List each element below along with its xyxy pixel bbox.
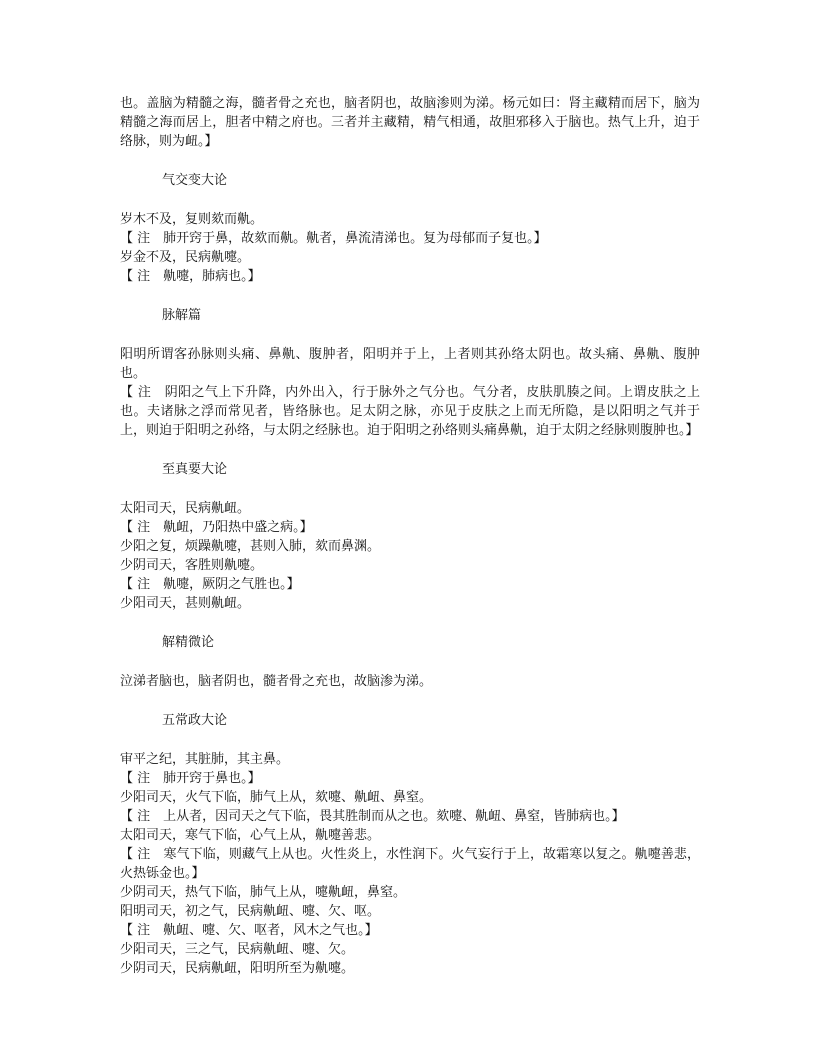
annotation: 【 注 鼽嚏，肺病也。】	[120, 269, 261, 284]
paragraph: 也。盖脑为精髓之海，髓者骨之充也，脑者阴也，故脑渗则为涕。杨元如曰：肾主藏精而居下，脑为精髓之海而居上，胆者中精之府也。三者并主藏精，精气相通，故胆邪移入于脑也。热气上升，迫于络脉，则为衄。】	[120, 96, 700, 149]
paragraph: 少阳之复，烦躁鼽嚏，甚则入肺，欬而鼻渊。	[120, 539, 381, 554]
document-body	[120, 94, 700, 978]
paragraph: 太阳司天，民病鼽衄。	[120, 501, 251, 516]
section-heading: 脉解篇	[162, 308, 202, 323]
paragraph: 少阳司天，三之气，民病鼽衄、嚏、欠。	[120, 942, 355, 957]
annotation: 【 注 上从者，因司天之气下临，畏其胜制而从之也。欬嚏、鼽衄、鼻窒，皆肺病也。】	[120, 809, 625, 824]
paragraph: 少阳司天，火气下临，肺气上从，欬嚏、鼽衄、鼻窒。	[120, 790, 433, 805]
annotation: 【 注 鼽衄、嚏、欠、呕者，风木之气也。】	[120, 923, 378, 938]
annotation: 【 注 鼽衄，乃阳热中盛之病。】	[120, 520, 313, 535]
annotation: 【 注 阴阳之气上下升降，内外出入，行于脉外之气分也。气分者，皮肤肌腠之间。上谓皮肤之上也。夫诸脉之浮而常见者，皆络脉也。足太阴之脉，亦见于皮肤之上而无所隐，是以阳明之气并于上，则迫于阳明之孙络，与太阴之经脉也。迫于阳明之孙络则头痛鼻鼽，迫于太阴之经脉则腹肿也。】	[120, 385, 700, 438]
paragraph: 少阴司天，客胜则鼽嚏。	[120, 558, 264, 573]
paragraph: 审平之纪，其脏肺，其主鼻。	[120, 752, 290, 767]
paragraph: 少阳司天，甚则鼽衄。	[120, 596, 251, 611]
section-heading: 气交变大论	[162, 173, 228, 188]
paragraph: 少阴司天，民病鼽衄，阳明所至为鼽嚏。	[120, 961, 355, 976]
paragraph: 太阳司天，寒气下临，心气上从，鼽嚏善悲。	[120, 828, 381, 843]
annotation: 【 注 肺开窍于鼻，故欬而鼽。鼽者，鼻流清涕也。复为母郁而子复也。】	[120, 231, 547, 246]
section-heading: 五常政大论	[162, 713, 228, 728]
paragraph: 阳明所谓客孙脉则头痛、鼻鼽、腹肿者，阳明并于上，上者则其孙络太阴也。故头痛、鼻鼽、腹肿也。	[120, 347, 700, 381]
paragraph: 岁金不及，民病鼽嚏。	[120, 250, 251, 265]
section-heading: 解精微论	[162, 635, 215, 650]
paragraph: 泣涕者脑也，脑者阴也，髓者骨之充也，故脑渗为涕。	[120, 674, 433, 689]
section-heading: 至真要大论	[162, 462, 228, 477]
paragraph: 少阴司天，热气下临，肺气上从，嚏鼽衄，鼻窒。	[120, 885, 407, 900]
paragraph: 阳明司天，初之气，民病鼽衄、嚏、欠、呕。	[120, 904, 381, 919]
annotation: 【 注 寒气下临，则藏气上从也。火性炎上，水性润下。火气妄行于上，故霜寒以复之。鼽嚏善悲，火热铄金也。】	[120, 847, 700, 881]
annotation: 【 注 肺开窍于鼻也。】	[120, 771, 261, 786]
annotation: 【 注 鼽嚏，厥阴之气胜也。】	[120, 577, 300, 592]
paragraph: 岁木不及，复则欬而鼽。	[120, 212, 264, 227]
